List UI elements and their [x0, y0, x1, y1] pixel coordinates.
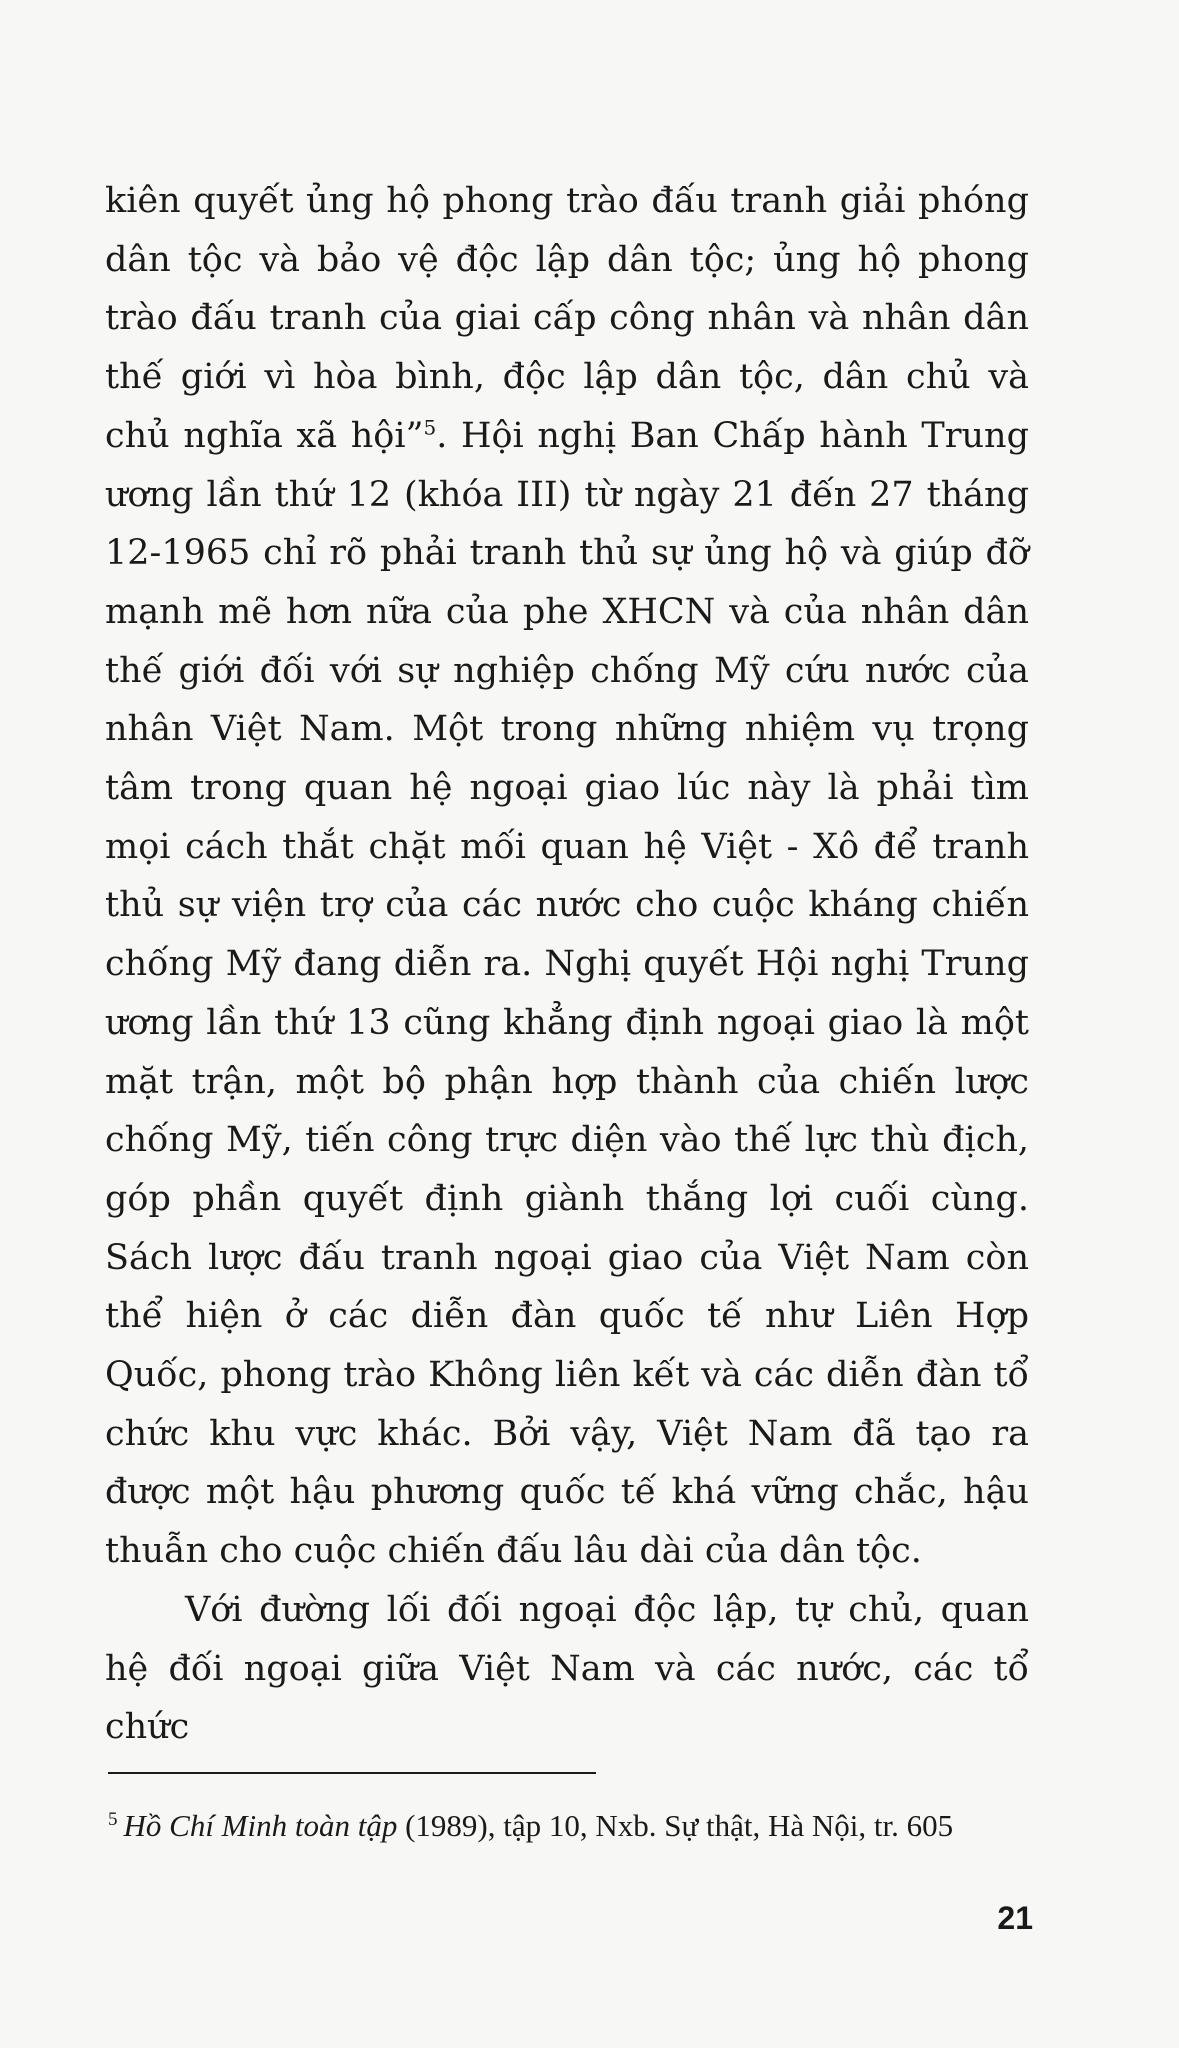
- paragraph-1-before-ref: kiên quyết ủng hộ phong trào đấu tranh giải phóng dân tộc và bảo vệ độc lập dân tộc; ủng hộ phong trào đấu tranh của giai cấp công nhân và nhân dân thế giới vì hòa bình, độc lập dân tộc, dân chủ và chủ nghĩa xã hội”: [105, 181, 1029, 456]
- footnote-marker: 5: [108, 1808, 118, 1830]
- page-number: 21: [997, 1900, 1033, 1936]
- footnote-divider: [108, 1772, 596, 1774]
- paragraph-1-after-ref: . Hội nghị Ban Chấp hành Trung ương lần thứ 12 (khóa III) từ ngày 21 đến 27 tháng 12-1965 chỉ rõ phải tranh thủ sự ủng hộ và giúp đỡ mạnh mẽ hơn nữa của phe XHCN và của nhân dân thế giới đối với sự nghiệp chống Mỹ cứu nước của nhân Việt Nam. Một trong những nhiệm vụ trọng tâm trong quan hệ ngoại giao lúc này là phải tìm mọi cách thắt chặt mối quan hệ Việt - Xô để tranh thủ sự viện trợ của các nước cho cuộc kháng chiến chống Mỹ đang diễn ra. Nghị quyết Hội nghị Trung ương lần thứ 13 cũng khẳng định ngoại giao là một mặt trận, một bộ phận hợp thành của chiến lược chống Mỹ, tiến công trực diện vào thế lực thù địch, góp phần quyết định giành thắng lợi cuối cùng. Sách lược đấu tranh ngoại giao của Việt Nam còn thể hiện ở các diễn đàn quốc tế như Liên Hợp Quốc, phong trào Không liên kết và các diễn đàn tổ chức khu vực khác. Bởi vậy, Việt Nam đã tạo ra được một hậu phương quốc tế khá vững chắc, hậu thuẫn cho cuộc chiến đấu lâu dài của dân tộc.: [105, 415, 1029, 1572]
- paragraph-1: [105, 172, 1029, 1581]
- paragraph-2: Với đường lối đối ngoại độc lập, tự chủ, quan hệ đối ngoại giữa Việt Nam và các nước, các tổ chức: [105, 1589, 1029, 1748]
- body-text: [105, 172, 1029, 1757]
- footnote-citation: (1989), tập 10, Nxb. Sự thật, Hà Nội, tr. 605: [397, 1808, 954, 1843]
- footnote: [108, 1806, 1033, 1846]
- footnote-title: Hồ Chí Minh toàn tập: [123, 1808, 398, 1843]
- footnote-reference: 5: [423, 415, 437, 440]
